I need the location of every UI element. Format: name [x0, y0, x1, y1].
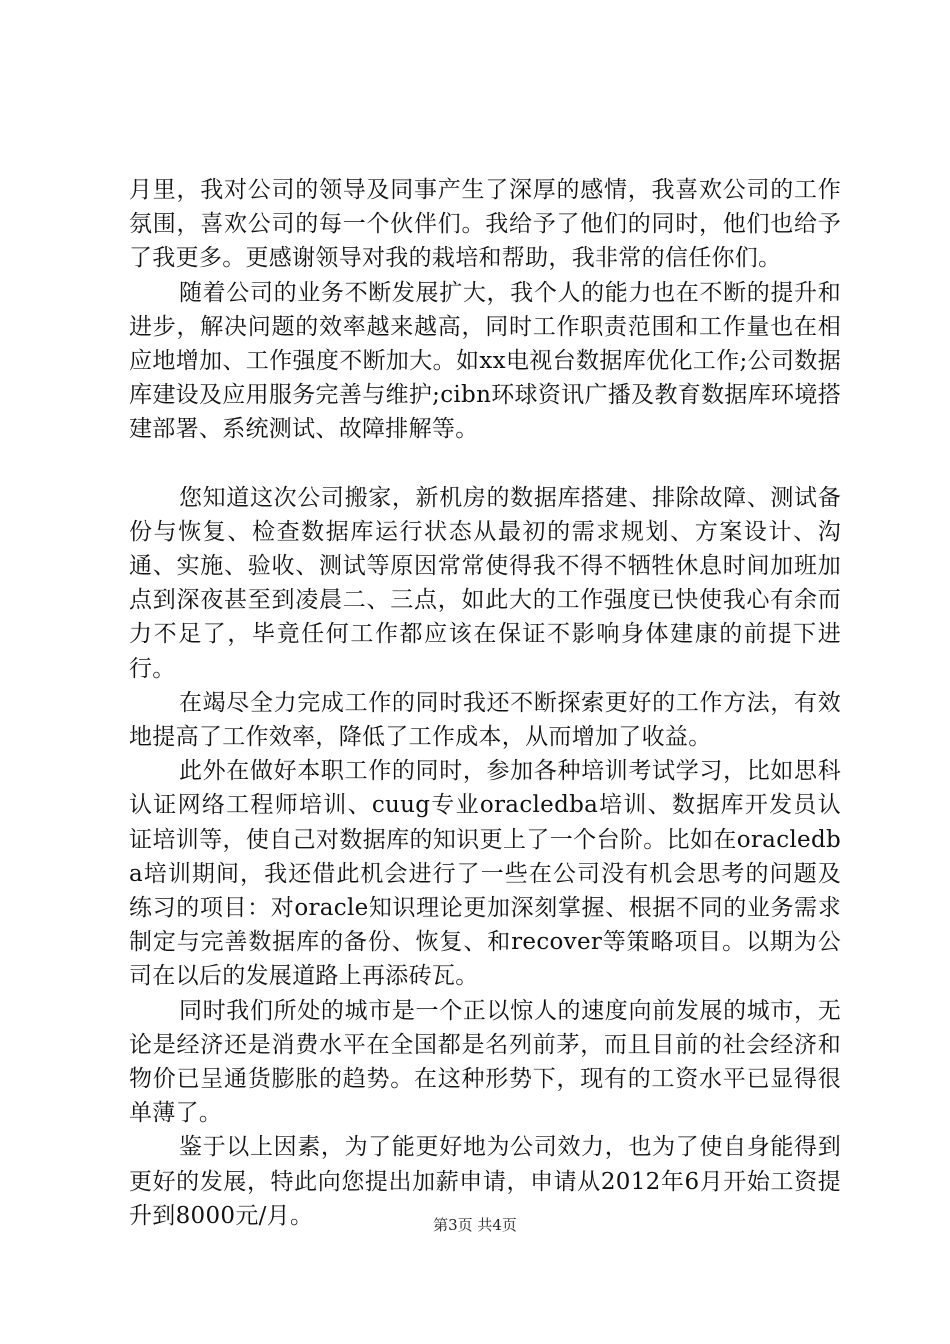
- paragraph-1: 月里，我对公司的领导及同事产生了深厚的感情，我喜欢公司的工作氛围，喜欢公司的每一个伙伴们。我给予了他们的同时，他们也给予了我更多。更感谢领导对我的栽培和帮助，我非常的信任你们。: [129, 177, 841, 272]
- paragraph-6: 同时我们所处的城市是一个正以惊人的速度向前发展的城市，无论是经济还是消费水平在全国都是名列前茅，而且目前的社会经济和物价已呈通货膨胀的趋势。在这种形势下，现有的工资水平已显得很单薄了。: [129, 997, 841, 1127]
- document-body: [129, 173, 841, 1233]
- paragraph-4: 在竭尽全力完成工作的同时我还不断探索更好的工作方法，有效地提高了工作效率，降低了工作成本，从而增加了收益。: [129, 689, 841, 751]
- page-number-footer: 第3页 共4页: [433, 1216, 517, 1234]
- paragraph-2: 随着公司的业务不断发展扩大，我个人的能力也在不断的提升和进步，解决问题的效率越来越高，同时工作职责范围和工作量也在相应地增加、工作强度不断加大。如xx电视台数据库优化工作;公司数据库建设及应用服务完善与维护;cibn环球资讯广播及教育数据库环境搭建部署、系统测试、故障排解等。: [129, 279, 841, 443]
- paragraph-5: 此外在做好本职工作的同时，参加各种培训考试学习，比如思科认证网络工程师培训、cuug专业oracledba培训、数据库开发员认证培训等，使自己对数据库的知识更上了一个台阶。比如在oracledba培训期间，我还借此机会进行了一些在公司没有机会思考的问题及练习的项目：对oracle知识理论更加深刻掌握、根据不同的业务需求制定与完善数据库的备份、恢复、和recover等策略项目。以期为公司在以后的发展道路上再添砖瓦。: [129, 758, 841, 990]
- paragraph-7: 鉴于以上因素，为了能更好地为公司效力，也为了使自身能得到更好的发展，特此向您提出加薪申请，申请从2012年6月开始工资提升到8000元/月。: [129, 1134, 841, 1229]
- paragraph-3: 您知道这次公司搬家，新机房的数据库搭建、排除故障、测试备份与恢复、检查数据库运行状态从最初的需求规划、方案设计、沟通、实施、验收、测试等原因常常使得我不得不牺牲休息时间加班加点到深夜甚至到凌晨二、三点，如此大的工作强度已快使我心有余而力不足了，毕竟任何工作都应该在保证不影响身体建康的前提下进行。: [129, 484, 841, 682]
